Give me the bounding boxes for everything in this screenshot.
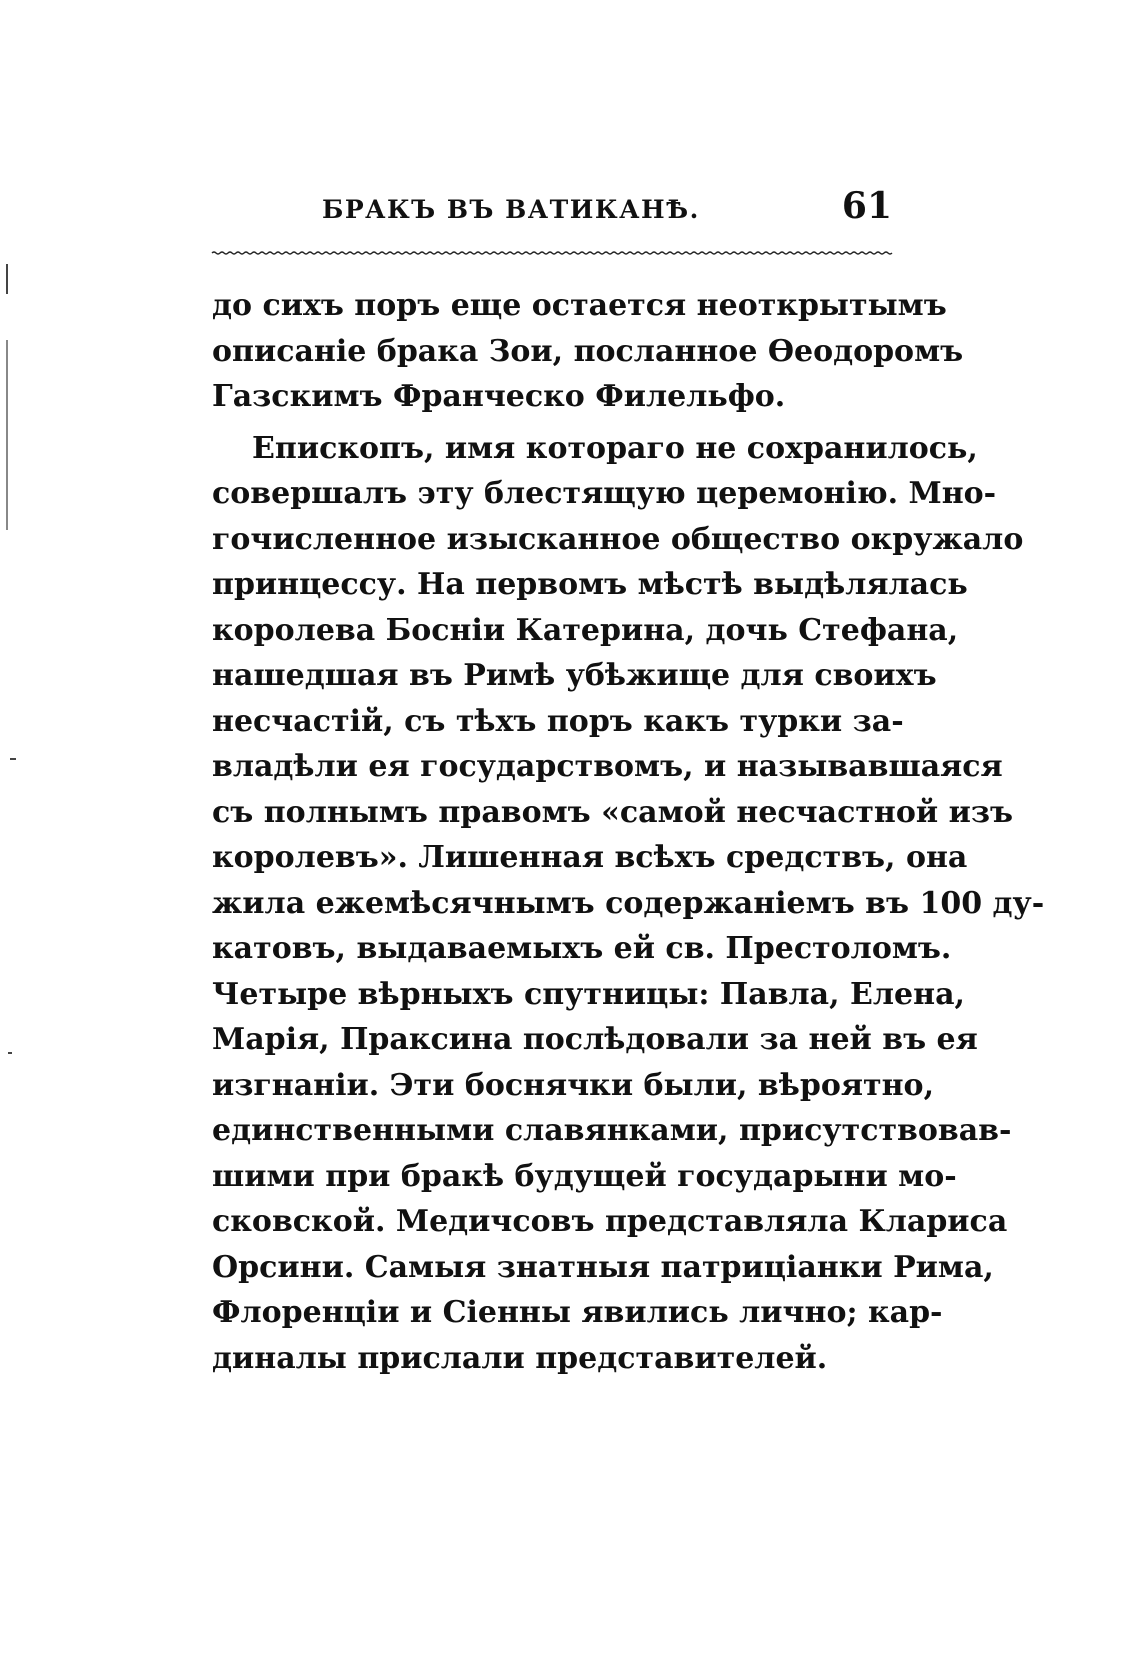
scan-mark [6,340,8,530]
scan-mark [8,1052,12,1054]
paragraph-1 [212,283,964,420]
text-line: описаніе брака Зои, посланное Ѳеодоромъ [212,333,964,369]
text-line: жила ежемѣсячнымъ содержаніемъ въ 100 ду- [212,885,1045,921]
text-line: владѣли ея государствомъ, и называвшаяся [212,749,1003,784]
scan-mark [10,758,16,760]
text-line: Епископъ, имя котораго не сохранилось, [252,430,978,466]
text-line: Марія, Праксина послѣдовали за ней въ ея [212,1022,978,1057]
text-line: сковской. Медичсовъ представляла Клариса [212,1204,1008,1239]
text-line: совершалъ эту блестящую церемонію. Мно- [212,476,997,511]
text-line: Четыре вѣрныхъ спутницы: Павла, Елена, [212,976,965,1012]
text-line: шими при бракѣ будущей государыни мо- [212,1158,957,1194]
text-line: Флоренціи и Сіенны явились лично; кар- [212,1295,943,1330]
text-line: до сихъ поръ еще остается неоткрытымъ [212,288,947,323]
text-line: Орсини. Самыя знатныя патриціанки Рима, [212,1249,994,1285]
text-line: единственными славянками, присутствовав- [212,1113,1012,1148]
text-line: Газскимъ Франческо Филельфо. [212,379,786,414]
text-line: королевъ». Лишенная всѣхъ средствъ, она [212,840,968,875]
text-line: нашедшая въ Римѣ убѣжище для своихъ [212,658,937,693]
scan-mark [6,264,8,294]
running-head [212,185,892,235]
text-line: изгнаніи. Эти боснячки были, вѣроятно, [212,1067,935,1103]
text-line: съ полнымъ правомъ «самой несчастной изъ [212,794,1013,830]
text-line: несчастій, съ тѣхъ поръ какъ турки за- [212,703,904,739]
text-line: диналы прислали представителей. [212,1340,828,1376]
text-line: катовъ, выдаваемыхъ ей св. Престоломъ. [212,931,952,966]
text-line: королева Босніи Катерина, дочь Стефана, [212,612,959,648]
page-number: 61 [841,185,892,227]
header-rule [212,250,892,256]
body-text [212,283,1045,1381]
running-title: БРАКЪ ВЪ ВАТИКАНѢ. [322,195,700,224]
text-line: гочисленное изысканное общество окружало [212,521,1024,557]
paragraph-2 [212,426,1045,1382]
text-line: принцессу. На первомъ мѣстѣ выдѣлялась [212,567,968,602]
